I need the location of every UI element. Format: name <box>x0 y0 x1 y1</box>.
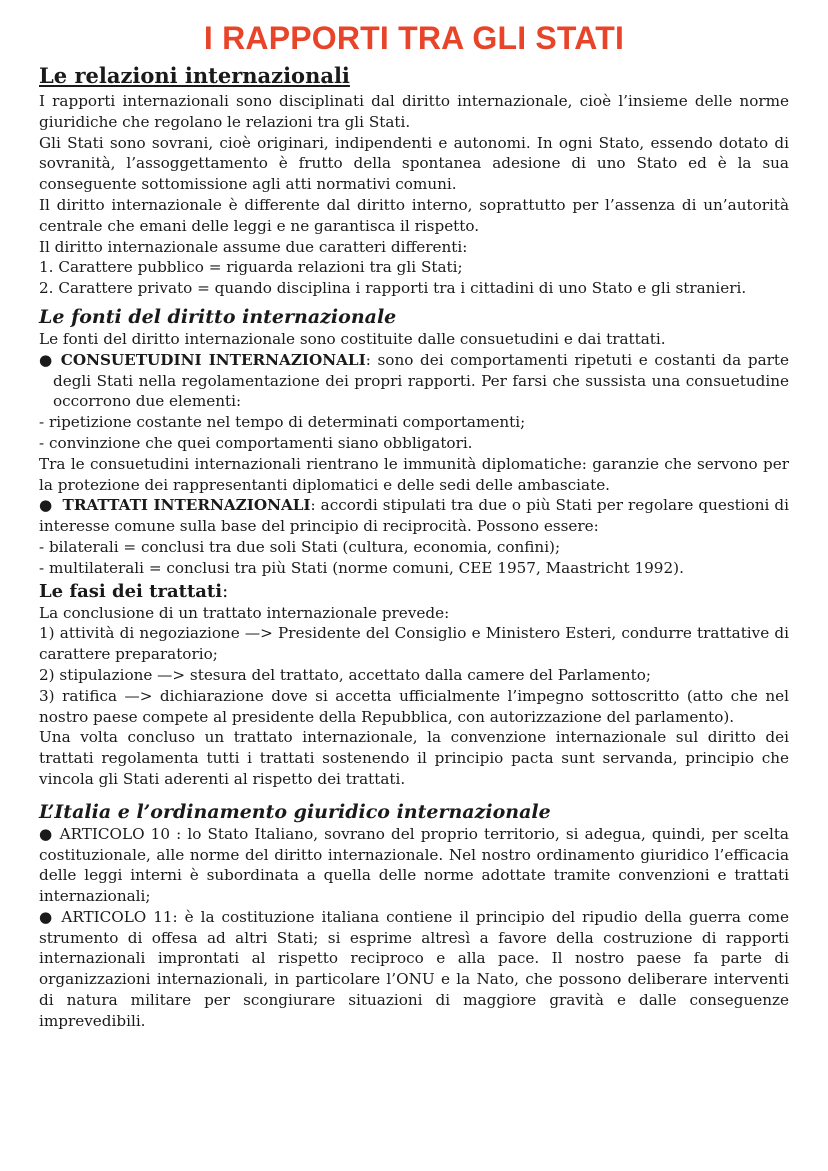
paragraph: La conclusione di un trattato internazionale prevede: <box>39 603 450 622</box>
bullet-text: : accordi stipulati tra due o più Stati per regolare questioni di interesse comune sulla base del principio di reciprocità. Possono essere: <box>39 496 789 536</box>
paragraph: Tra le consuetudini internazionali rientrano le immunità diplomatiche: garanzie che servono per la protezione dei rappresentanti diplomatici e delle sedi delle ambasciate. <box>39 454 789 494</box>
heading-fonti-diritto: Le fonti del diritto internazionale <box>39 305 397 328</box>
list-item: 3) ratifica —> dichiarazione dove si accetta ufficialmente l’impegno sottoscritto (atto che nel nostro paese compete al presidente della Repubblica, con autorizzazione del parlamento). <box>39 686 789 726</box>
bullet-trattati <box>39 495 789 537</box>
list-item: 1. Carattere pubblico = riguarda relazioni tra gli Stati; <box>39 258 463 277</box>
heading-colon: : <box>222 580 229 602</box>
bullet-consuetudini <box>39 350 789 412</box>
list-item: - multilaterali = conclusi tra più Stati (norme comuni, CEE 1957, Maastricht 1992). <box>39 558 684 577</box>
paragraph: Gli Stati sono sovrani, cioè originari, indipendenti e autonomi. In ogni Stato, essendo dotato di sovranità, l’assoggettamento è frutto della spontanea adesione di uno Stato ed è la sua conseguente sottomissione agli atti normativi comuni. <box>39 133 789 194</box>
list-item: - bilaterali = conclusi tra due soli Stati (cultura, economia, confini); <box>39 537 561 556</box>
heading-fasi-trattati <box>39 581 789 603</box>
list-item: 2. Carattere privato = quando disciplina i rapporti tra i cittadini di uno Stato e gli stranieri. <box>39 279 747 298</box>
bullet-icon: ● <box>39 350 55 369</box>
bullet-label: TRATTATI INTERNAZIONALI <box>62 496 311 515</box>
paragraph: I rapporti internazionali sono disciplinati dal diritto internazionale, cioè l’insieme delle norme giuridiche che regolano le relazioni tra gli Stati. <box>39 92 789 131</box>
list-item: - ripetizione costante nel tempo di determinati comportamenti; <box>39 413 526 432</box>
list-item: 1) attività di negoziazione —> Presidente del Consiglio e Ministero Esteri, condurre trattative di carattere preparatorio; <box>39 624 789 664</box>
document-title: I RAPPORTI TRA GLI STATI <box>203 20 625 56</box>
paragraph: Una volta concluso un trattato internazionale, la convenzione internazionale sul diritto dei trattati regolamenta tutti i trattati sostenendo il principio pacta sunt servanda, principio che vincola gli Stati aderenti al rispetto dei trattati. <box>39 728 789 788</box>
list-item: - convinzione che quei comportamenti siano obbligatori. <box>39 433 473 452</box>
paragraph-articolo-10: ● ARTICOLO 10 : lo Stato Italiano, sovrano del proprio territorio, si adegua, quindi, per scelta costituzionale, alle norme del diritto internazionale. Nel nostro ordinamento giuridico l’efficacia delle leggi interni è subordinata a quella delle norme adottate tramite convenzioni e trattati internazionali; <box>39 824 789 906</box>
paragraph: Il diritto internazionale assume due caratteri differenti: <box>39 237 468 256</box>
heading-text: Le fasi dei trattati <box>39 580 223 602</box>
bullet-icon: ● <box>39 496 53 515</box>
bullet-text: : sono dei comportamenti ripetuti e costanti da parte degli Stati nella regolamentazione dei propri rapporti. Per farsi che sussista una consuetudine occorrono due elementi: <box>53 350 789 411</box>
paragraph: Le fonti del diritto internazionale sono costituite dalle consuetudini e dai trattati. <box>39 329 666 348</box>
paragraph-articolo-11: ● ARTICOLO 11: è la costituzione italiana contiene il principio del ripudio della guerra come strumento di offesa ad altri Stati; si esprime altresì a favore della costruzione di rapporti internazionali improntati al rispetto reciproco e alla pace. Il nostro paese fa parte di organizzazioni internazionali, in particolare l’ONU e la Nato, che possono deliberare interventi di natura militare per scongiurare situazioni di maggiore gravità e dalle conseguenze imprevedibili. <box>39 907 789 1030</box>
heading-relazioni-internazionali: Le relazioni internazionali <box>39 63 350 88</box>
bullet-label: CONSUETUDINI INTERNAZIONALI <box>60 350 366 369</box>
paragraph: Il diritto internazionale è differente dal diritto interno, soprattutto per l’assenza di un’autorità centrale che emani delle leggi e ne garantisca il rispetto. <box>39 195 789 235</box>
list-item: 2) stipulazione —> stesura del trattato, accettato dalla camere del Parlamento; <box>39 665 651 684</box>
heading-italia-ordinamento: L’Italia e l’ordinamento giuridico internazionale <box>39 800 551 823</box>
